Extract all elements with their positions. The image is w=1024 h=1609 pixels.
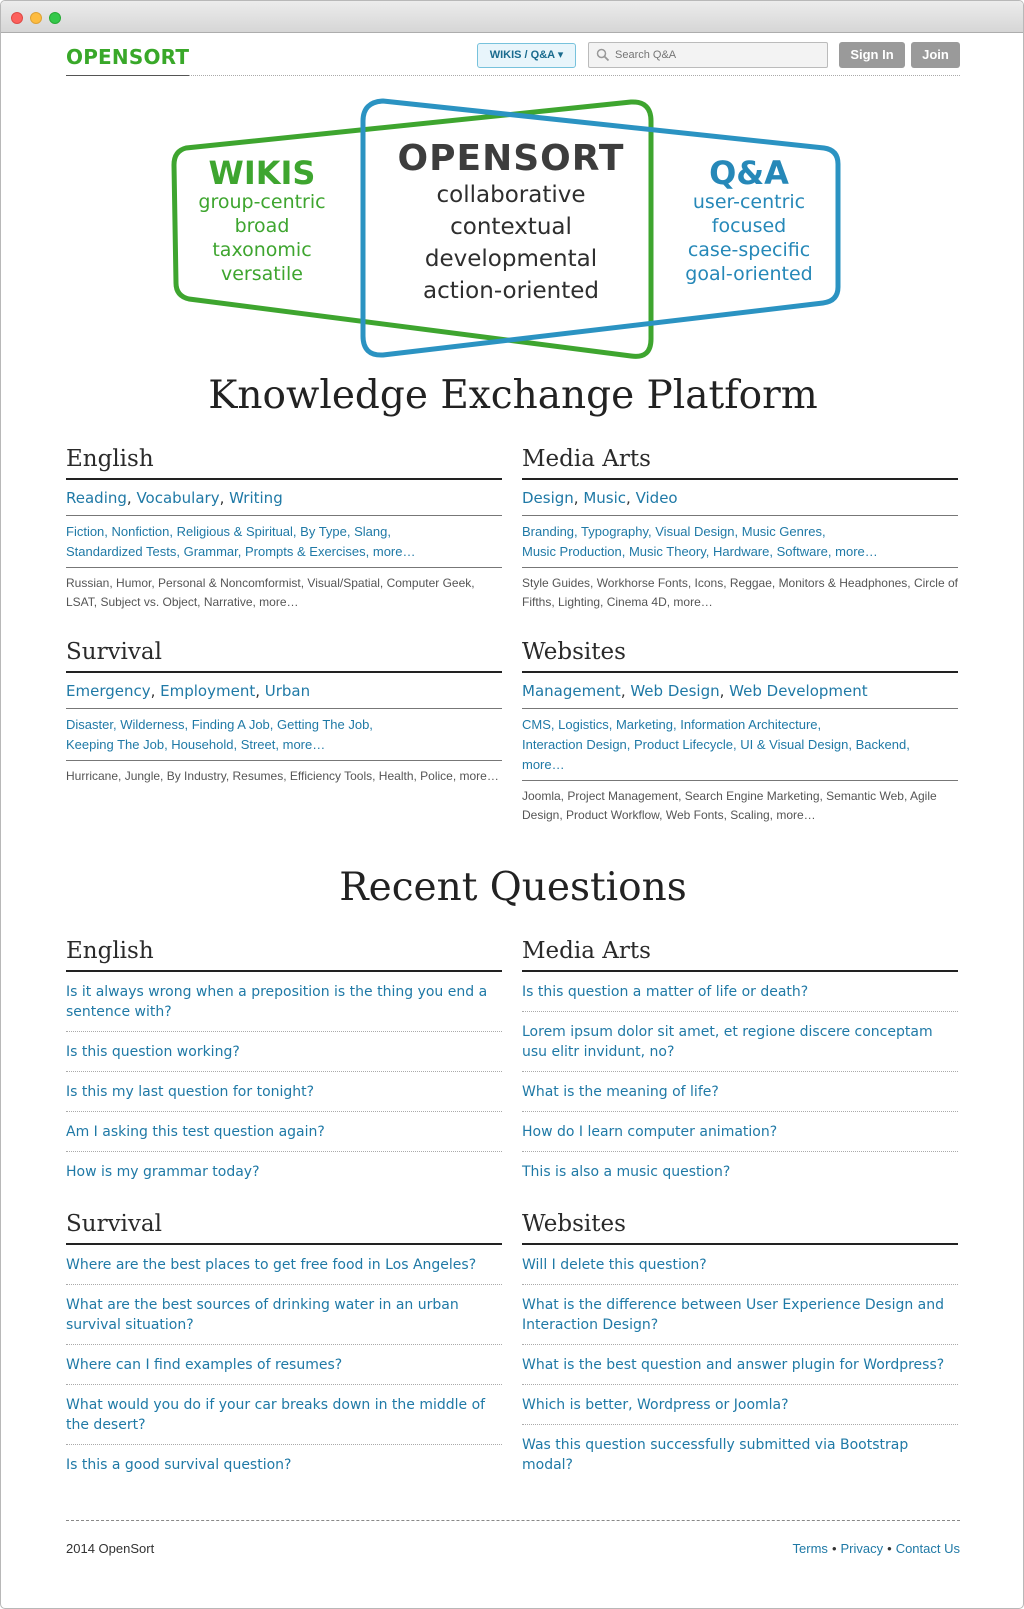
wikis-panel [174,156,350,286]
question-link[interactable]: Was this question successfully submitted via Bootstrap modal? [522,1437,909,1473]
subtopic-link[interactable]: Music Genres [741,524,822,539]
header-divider [189,75,960,76]
subtopic-link[interactable]: Keeping The Job [66,737,165,752]
question-link[interactable]: Which is better, Wordpress or Joomla? [522,1385,958,1425]
qa-trait: focused [711,215,787,237]
privacy-link[interactable]: Privacy [840,1541,884,1556]
subtopic-link[interactable]: By Type [300,524,347,539]
opensort-trait: action-oriented [423,278,599,304]
tertiary-topics: Hurricane, Jungle, By Industry, Resumes, Efficiency Tools, Health, Police, more… [66,769,499,783]
subtopic-link[interactable]: CMS [522,717,551,732]
subtopic-link[interactable]: Marketing [615,717,674,732]
search-input[interactable] [615,46,823,64]
more-link[interactable]: more… [372,544,416,559]
subtopic-link[interactable]: Slang [354,524,388,539]
contact-us-link[interactable]: Contact Us [895,1541,960,1556]
topic-link[interactable]: Management [522,682,621,700]
subtopic-link[interactable]: Fiction [66,524,105,539]
site-logo[interactable]: OPENSORT [66,45,190,69]
opensort-trait: collaborative [436,182,586,208]
subtopic-link[interactable]: Backend [855,737,907,752]
footer-links: Terms • Privacy • Contact Us [792,1541,960,1556]
question-link[interactable]: How is my grammar today? [66,1164,260,1180]
tertiary-topics: Russian, Humor, Personal & Noncomformist, Visual/Spatial, Computer Geek, LSAT, Subject vs. Object, Narrative, more… [66,576,475,609]
tertiary-topics: Style Guides, Workhorse Fonts, Icons, Reggae, Monitors & Headphones, Circle of Fifths, Lighting, Cinema 4D, more… [522,576,958,609]
secondary-topics: CMS, Logistics, Marketing, Information Architecture, Interaction Design, Product Lifecycle, UI & Visual Design, Backend, more… [522,709,958,781]
topic-link[interactable]: Design [522,489,574,507]
topic-link[interactable]: Vocabulary [136,489,220,507]
wikis-qa-dropdown[interactable]: WIKIS / Q&A ▾ [477,43,576,68]
question-link[interactable]: What is the best question and answer plugin for Wordpress? [522,1345,958,1385]
question-link[interactable]: What is the meaning of life? [522,1072,958,1112]
topic-link[interactable]: Urban [264,682,311,700]
category-block-media-arts [522,446,958,612]
footer-divider [66,1520,960,1521]
more-link[interactable]: more… [835,544,878,559]
question-link[interactable]: Where are the best places to get free food in Los Angeles? [66,1245,502,1285]
wikis-trait: versatile [221,263,303,285]
subtopic-link[interactable]: Branding [522,524,575,539]
opensort-trait: developmental [424,246,598,272]
zoom-window-button[interactable] [49,12,61,24]
more-link[interactable]: more… [522,757,565,772]
search-icon [596,48,610,62]
category-title[interactable]: Media Arts [522,938,958,972]
terms-link[interactable]: Terms [792,1541,828,1556]
question-link[interactable]: Is this my last question for tonight? [66,1072,502,1112]
opensort-title: OPENSORT [397,138,625,179]
site-header [66,33,960,77]
topic-link[interactable]: Reading [66,489,127,507]
logo-underline [66,75,189,76]
category-title[interactable]: English [66,446,502,480]
category-block-survival [66,639,502,786]
window-titlebar [1,1,1023,33]
subtopic-link[interactable]: UI & Visual Design [740,737,849,752]
tertiary-topics: Joomla, Project Management, Search Engine Marketing, Semantic Web, Agile Design, Product Workflow, Web Fonts, Scaling, more… [522,789,937,822]
category-title[interactable]: Websites [522,639,958,673]
question-link[interactable]: Is this question a matter of life or death? [522,972,958,1012]
subtopic-link[interactable]: Grammar [183,544,238,559]
questions-block-media-arts [522,938,958,1191]
questions-block-websites [522,1211,958,1484]
recent-questions-title: Recent Questions [339,865,687,910]
question-link[interactable]: What is the difference between User Experience Design and Interaction Design? [522,1285,958,1345]
topic-link[interactable]: Web Development [729,682,868,700]
subtopic-link[interactable]: Interaction Design [522,737,627,752]
minimize-window-button[interactable] [30,12,42,24]
subtopic-link[interactable]: Prompts & Exercises [244,544,366,559]
site-footer [66,1520,960,1556]
category-title[interactable]: English [66,938,502,972]
close-window-button[interactable] [11,12,23,24]
more-link[interactable]: more… [282,737,326,752]
subtopic-link[interactable]: Visual Design [655,524,735,539]
secondary-topics: Fiction, Nonfiction, Religious & Spiritual, By Type, Slang, Standardized Tests, Grammar, Prompts & Exercises, more… [66,516,502,568]
opensort-trait: contextual [450,214,572,240]
topic-link[interactable]: Employment [160,682,256,700]
category-title[interactable]: Survival [66,1211,502,1245]
subtopic-link[interactable]: Standardized Tests [66,544,177,559]
wikis-trait: group-centric [198,191,326,213]
subtopic-link[interactable]: Street [240,737,276,752]
subtopic-link[interactable]: Religious & Spiritual [176,524,293,539]
subtopic-link[interactable]: Disaster [66,717,113,732]
subtopic-link[interactable]: Music Production [522,544,622,559]
subtopic-link[interactable]: Logistics [558,717,609,732]
subtopic-link[interactable]: Nonfiction [111,524,170,539]
copyright-text: 2014 OpenSort [66,1541,155,1556]
subtopic-link[interactable]: Wilderness [120,717,185,732]
question-link[interactable]: Lorem ipsum dolor sit amet, et regione discere conceptam usu elitr invidunt, no? [522,1012,958,1072]
wikis-trait: broad [234,215,290,237]
topic-link[interactable]: Video [635,489,678,507]
subtopic-link[interactable]: Getting The Job [277,717,370,732]
primary-topics: Emergency, Employment, Urban [66,673,502,709]
category-block-websites [522,639,958,825]
category-title[interactable]: Websites [522,1211,958,1245]
secondary-topics: Disaster, Wilderness, Finding A Job, Getting The Job, Keeping The Job, Household, Street, more… [66,709,502,761]
question-link[interactable]: This is also a music question? [522,1164,731,1180]
topic-link[interactable]: Music [583,489,627,507]
wikis-trait: taxonomic [212,239,312,261]
join-button[interactable]: Join [911,42,960,68]
question-link[interactable]: Is it always wrong when a preposition is the thing you end a sentence with? [66,972,502,1032]
subtopic-link[interactable]: Hardware [713,544,770,559]
primary-topics: Reading, Vocabulary, Writing [66,480,502,516]
search-box[interactable] [588,42,828,68]
secondary-topics: Branding, Typography, Visual Design, Music Genres, Music Production, Music Theory, Hardware, Software, more… [522,516,958,568]
question-link[interactable]: Will I delete this question? [522,1245,958,1285]
platform-title: Knowledge Exchange Platform [208,373,818,418]
category-block-english [66,446,502,612]
topic-link[interactable]: Web Design [630,682,720,700]
question-link[interactable]: Am I asking this test question again? [66,1112,502,1152]
subtopic-link[interactable]: Information Architecture [680,717,818,732]
question-link[interactable]: Is this question working? [66,1032,502,1072]
primary-topics: Design, Music, Video [522,480,958,516]
sign-in-button[interactable]: Sign In [839,42,905,68]
topic-link[interactable]: Writing [229,489,283,507]
questions-block-survival [66,1211,502,1484]
qa-trait: user-centric [692,191,806,213]
qa-trait: case-specific [687,239,811,261]
question-link[interactable]: Where can I find examples of resumes? [66,1345,502,1385]
question-link[interactable]: What are the best sources of drinking water in an urban survival situation? [66,1285,502,1345]
primary-topics: Management, Web Design, Web Development [522,673,958,709]
subtopic-link[interactable]: Product Lifecycle [634,737,734,752]
question-link[interactable]: How do I learn computer animation? [522,1112,958,1152]
questions-block-english [66,938,502,1191]
hero-diagram [161,91,861,371]
qa-title: Q&A [709,154,789,192]
subtopic-link[interactable]: Software [776,544,828,559]
topic-link[interactable]: Emergency [66,682,151,700]
category-title[interactable]: Media Arts [522,446,958,480]
question-link[interactable]: Is this a good survival question? [66,1457,292,1473]
subtopic-link[interactable]: Finding A Job [191,717,270,732]
subtopic-link[interactable]: Typography [581,524,649,539]
qa-trait: goal-oriented [685,263,813,285]
subtopic-link[interactable]: Music Theory [628,544,706,559]
subtopic-link[interactable]: Household [171,737,234,752]
question-link[interactable]: What would you do if your car breaks down in the middle of the desert? [66,1385,502,1445]
qa-panel [661,156,837,286]
opensort-panel [366,139,656,307]
category-title[interactable]: Survival [66,639,502,673]
wikis-title: WIKIS [208,154,316,192]
